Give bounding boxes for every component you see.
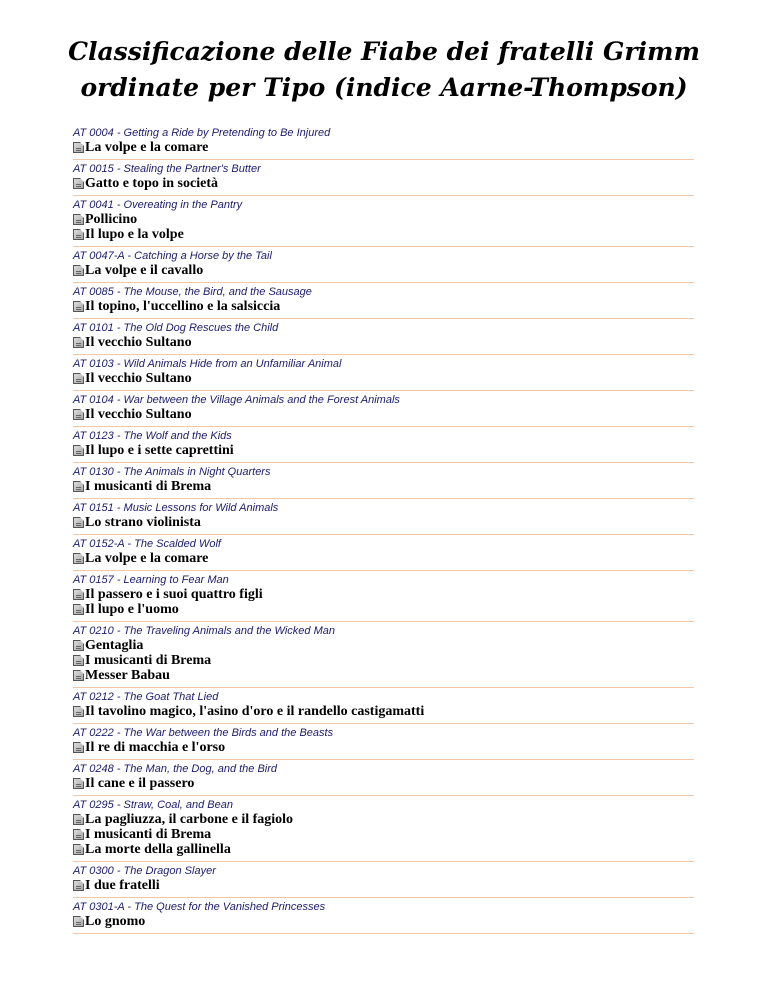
tale-title: Il lupo e la volpe <box>85 227 184 242</box>
tale-link[interactable] <box>73 263 694 278</box>
tale-title: I due fratelli <box>85 878 160 893</box>
tale-link[interactable] <box>73 812 694 827</box>
tale-link[interactable] <box>73 653 694 668</box>
document-icon <box>73 670 84 681</box>
tale-link[interactable] <box>73 176 694 191</box>
tale-link[interactable] <box>73 140 694 155</box>
tale-title: La morte della gallinella <box>85 842 231 857</box>
tale-link[interactable] <box>73 407 694 422</box>
tale-link[interactable] <box>73 299 694 314</box>
tale-title: Pollicino <box>85 212 138 227</box>
tale-type-label: AT 0085 - The Mouse, the Bird, and the Sausage <box>73 286 312 298</box>
tale-link[interactable] <box>73 638 694 653</box>
tale-link[interactable] <box>73 479 694 494</box>
tale-title: Gatto e topo in società <box>85 176 218 191</box>
document-icon <box>73 409 84 420</box>
tale-type-label: AT 0047-A - Catching a Horse by the Tail <box>73 250 272 262</box>
tale-type-group <box>73 571 694 622</box>
tale-title: I musicanti di Brema <box>85 653 212 668</box>
document-icon <box>73 445 84 456</box>
tale-link[interactable] <box>73 827 694 842</box>
tale-link[interactable] <box>73 704 694 719</box>
tale-title: Il lupo e i sette caprettini <box>85 443 234 458</box>
tale-type-label: AT 0152-A - The Scalded Wolf <box>73 538 221 550</box>
tale-link[interactable] <box>73 914 694 929</box>
tale-title: Il tavolino magico, l'asino d'oro e il randello castigamatti <box>85 704 425 719</box>
tale-title: Il vecchio Sultano <box>85 371 192 386</box>
tale-type-group <box>73 196 694 247</box>
page-title <box>0 34 768 106</box>
document-icon <box>73 142 84 153</box>
tale-type-label: AT 0104 - War between the Village Animals and the Forest Animals <box>73 394 400 406</box>
document-icon <box>73 178 84 189</box>
document-icon <box>73 829 84 840</box>
document-icon <box>73 373 84 384</box>
tale-link[interactable] <box>73 842 694 857</box>
tale-type-group <box>73 427 694 463</box>
document-icon <box>73 814 84 825</box>
tale-type-label: AT 0101 - The Old Dog Rescues the Child <box>73 322 279 334</box>
tale-type-group <box>73 283 694 319</box>
tale-title: Il vecchio Sultano <box>85 335 192 350</box>
tale-type-group <box>73 355 694 391</box>
tale-title: Il cane e il passero <box>85 776 195 791</box>
tale-title: Lo strano violinista <box>85 515 201 530</box>
tale-title: Gentaglia <box>85 638 144 653</box>
tale-link[interactable] <box>73 551 694 566</box>
tale-title: Il re di macchia e l'orso <box>85 740 226 755</box>
document-icon <box>73 778 84 789</box>
tale-type-group <box>73 688 694 724</box>
tale-type-label: AT 0151 - Music Lessons for Wild Animals <box>73 502 279 514</box>
tale-link[interactable] <box>73 371 694 386</box>
tale-type-group <box>73 247 694 283</box>
document-icon <box>73 655 84 666</box>
document-icon <box>73 706 84 717</box>
tale-title: Il lupo e l'uomo <box>85 602 179 617</box>
tale-type-label: AT 0222 - The War between the Birds and the Beasts <box>73 727 334 739</box>
tale-type-group <box>73 796 694 862</box>
document-icon <box>73 604 84 615</box>
tale-type-group <box>73 898 694 934</box>
tale-type-label: AT 0130 - The Animals in Night Quarters <box>73 466 271 478</box>
tale-type-group <box>73 463 694 499</box>
document-icon <box>73 844 84 855</box>
tale-link[interactable] <box>73 587 694 602</box>
tale-link[interactable] <box>73 602 694 617</box>
tale-type-label: AT 0004 - Getting a Ride by Pretending to Be Injured <box>73 127 331 139</box>
document-icon <box>73 517 84 528</box>
tale-link[interactable] <box>73 740 694 755</box>
tale-type-group <box>73 724 694 760</box>
tale-type-label: AT 0295 - Straw, Coal, and Bean <box>73 799 233 811</box>
document-icon <box>73 553 84 564</box>
document-icon <box>73 640 84 651</box>
tale-type-group <box>73 391 694 427</box>
tale-type-label: AT 0015 - Stealing the Partner's Butter <box>73 163 261 175</box>
tale-title: Il passero e i suoi quattro figli <box>85 587 263 602</box>
tale-type-label: AT 0103 - Wild Animals Hide from an Unfamiliar Animal <box>73 358 342 370</box>
document-icon <box>73 916 84 927</box>
tale-title: I musicanti di Brema <box>85 827 212 842</box>
tale-title: Messer Babau <box>85 668 170 683</box>
tale-link[interactable] <box>73 776 694 791</box>
document-icon <box>73 589 84 600</box>
tale-type-label: AT 0300 - The Dragon Slayer <box>73 865 216 877</box>
tale-type-group <box>73 160 694 196</box>
tale-type-label: AT 0301-A - The Quest for the Vanished Princesses <box>73 901 326 913</box>
tale-type-label: AT 0210 - The Traveling Animals and the Wicked Man <box>73 625 335 637</box>
tale-link[interactable] <box>73 668 694 683</box>
tale-link[interactable] <box>73 227 694 242</box>
document-icon <box>73 742 84 753</box>
page-title-line-2: ordinate per Tipo (indice Aarne-Thompson) <box>80 73 688 102</box>
tale-type-label: AT 0041 - Overeating in the Pantry <box>73 199 243 211</box>
page-title-line-1: Classificazione delle Fiabe dei fratelli Grimm <box>68 37 700 66</box>
tale-type-label: AT 0212 - The Goat That Lied <box>73 691 219 703</box>
tale-type-list <box>73 124 694 934</box>
document-icon <box>73 880 84 891</box>
document-icon <box>73 265 84 276</box>
tale-title: Il vecchio Sultano <box>85 407 192 422</box>
document-icon <box>73 481 84 492</box>
tale-type-group <box>73 124 694 160</box>
tale-type-group <box>73 319 694 355</box>
tale-link[interactable] <box>73 212 694 227</box>
tale-title: La volpe e la comare <box>85 551 209 566</box>
tale-title: Lo gnomo <box>85 914 146 929</box>
tale-type-group <box>73 499 694 535</box>
tale-type-label: AT 0123 - The Wolf and the Kids <box>73 430 232 442</box>
tale-type-group <box>73 862 694 898</box>
tale-type-label: AT 0157 - Learning to Fear Man <box>73 574 229 586</box>
tale-link[interactable] <box>73 335 694 350</box>
tale-title: La pagliuzza, il carbone e il fagiolo <box>85 812 294 827</box>
tale-title: I musicanti di Brema <box>85 479 212 494</box>
tale-title: Il topino, l'uccellino e la salsiccia <box>85 299 281 314</box>
tale-type-group <box>73 535 694 571</box>
tale-type-group <box>73 760 694 796</box>
tale-type-label: AT 0248 - The Man, the Dog, and the Bird <box>73 763 278 775</box>
tale-link[interactable] <box>73 515 694 530</box>
tale-title: La volpe e il cavallo <box>85 263 204 278</box>
tale-link[interactable] <box>73 878 694 893</box>
tale-type-group <box>73 622 694 688</box>
document-icon <box>73 214 84 225</box>
tale-title: La volpe e la comare <box>85 140 209 155</box>
document-icon <box>73 301 84 312</box>
document-icon <box>73 229 84 240</box>
document-icon <box>73 337 84 348</box>
tale-link[interactable] <box>73 443 694 458</box>
